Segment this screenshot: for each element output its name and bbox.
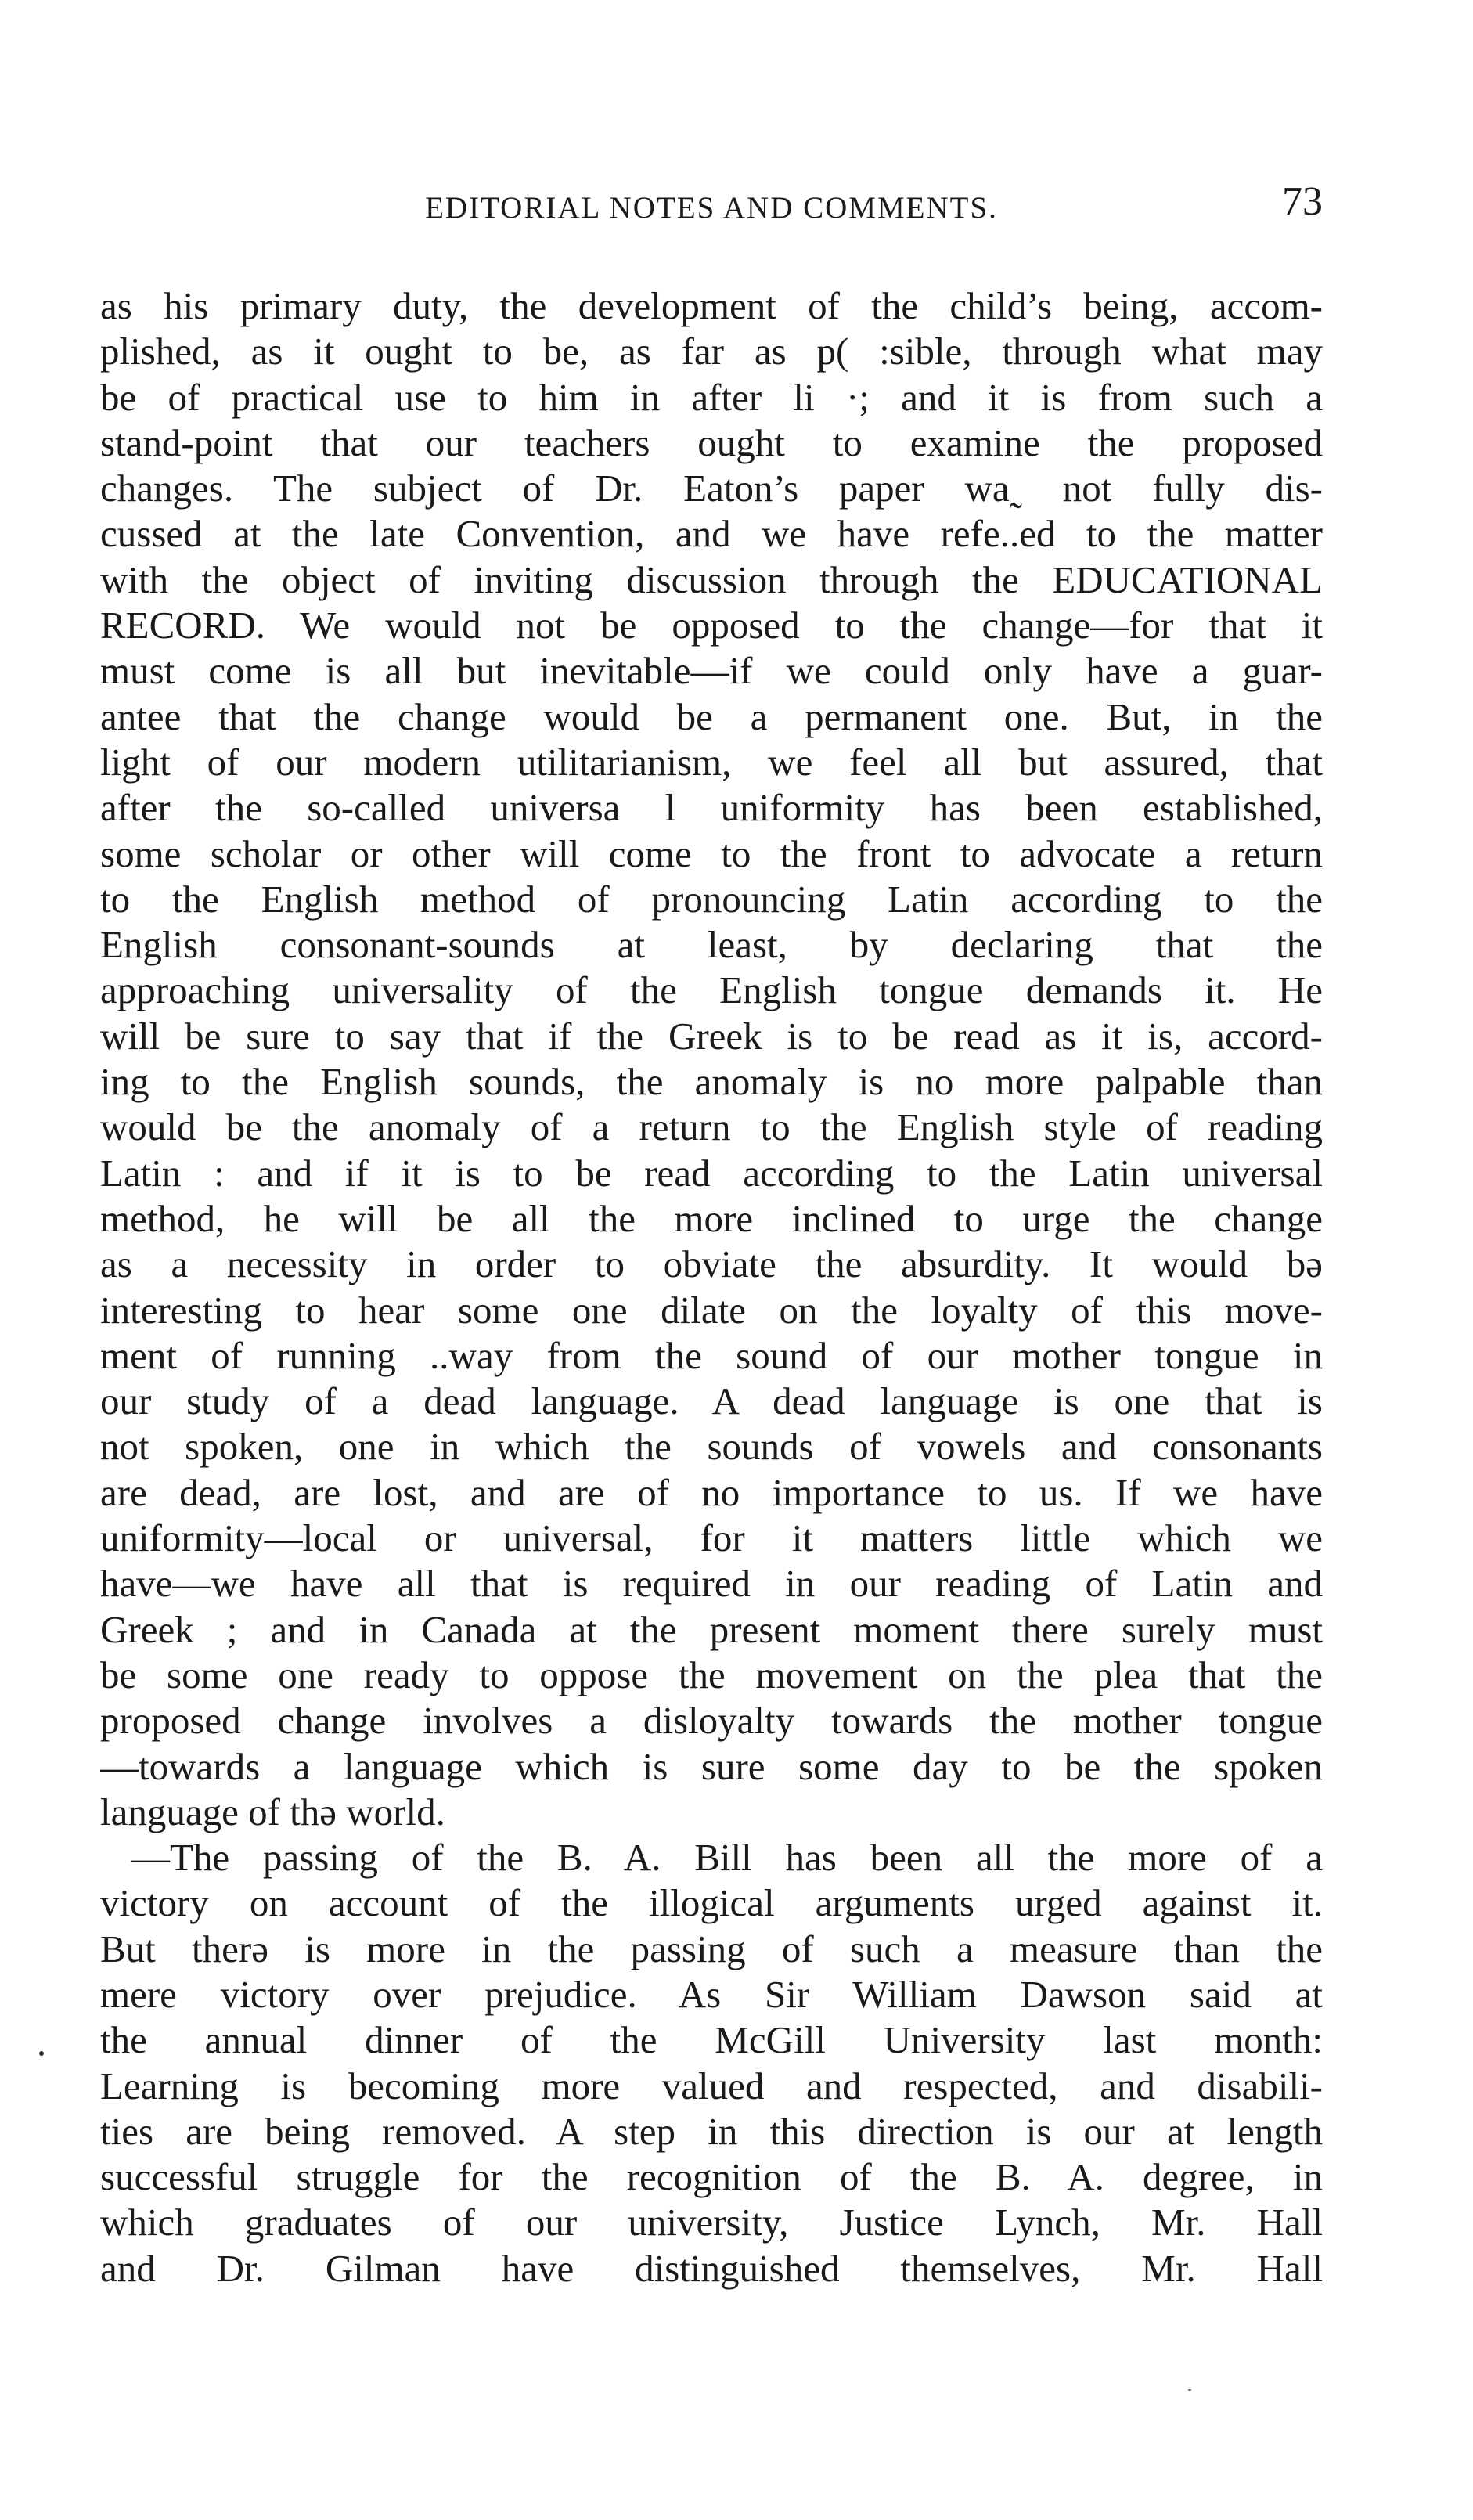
text-line: the annual dinner of the McGill University last month: [100,2018,1323,2062]
text-line: successful struggle for the recognition of the B. A. degree, in [100,2155,1323,2199]
text-line: interesting to hear some one dilate on the loyalty of this move- [100,1288,1323,1332]
running-header [100,179,1323,232]
text-line: as his primary duty, the development of the child’s being, accom- [100,284,1323,327]
running-title: EDITORIAL NOTES AND COMMENTS. [425,191,998,225]
paragraph-end-line: language of thə world. [100,1790,445,1833]
paragraph-start-line: —The passing of the B. A. Bill has been all the more of a [131,1836,1323,1880]
text-line: ment of running ..way from the sound of our mother tongue in [100,1333,1323,1377]
text-line: RECORD. We would not be opposed to the change—for that it [100,604,1323,647]
text-line: ties are being removed. A step in this direction is our at length [100,2109,1323,2153]
ink-speck [1188,2389,1191,2391]
text-line: approaching universality of the English tongue demands it. He [100,968,1323,1012]
text-line: have—we have all that is required in our reading of Latin and [100,1562,1323,1606]
text-line: light of our modern utilitarianism, we feel all but assured, that [100,740,1323,784]
text-line: would be the anomaly of a return to the English style of reading [100,1105,1323,1149]
text-line: and Dr. Gilman have distinguished themselves, Mr. Hall [100,2246,1323,2290]
text-line: which graduates of our university, Justice Lynch, Mr. Hall [100,2201,1323,2244]
text-line: uniformity—local or universal, for it matters little which we [100,1516,1323,1560]
text-line: to the English method of pronouncing Latin according to the [100,877,1323,921]
text-line: must come is all but inevitable—if we could only have a guar- [100,649,1323,693]
text-line: But therə is more in the passing of such a measure than the [100,1927,1323,1970]
text-line: are dead, are lost, and are of no importance to us. If we have [100,1470,1323,1514]
text-line: changes. The subject of Dr. Eaton’s paper wa˷ not fully dis- [100,467,1323,510]
margin-dot [39,2051,44,2056]
text-line: will be sure to say that if the Greek is to be read as it is, accord- [100,1014,1323,1058]
text-line: our study of a dead language. A dead language is one that is [100,1379,1323,1423]
text-line: not spoken, one in which the sounds of vowels and consonants [100,1425,1323,1469]
text-line: proposed change involves a disloyalty towards the mother tongue [100,1699,1323,1743]
text-line: victory on account of the illogical arguments urged against it. [100,1881,1323,1925]
text-line: mere victory over prejudice. As Sir William Dawson said at [100,1972,1323,2016]
text-line: with the object of inviting discussion through the EDUCATIONAL [100,557,1323,601]
text-line: cussed at the late Convention, and we have refe..ed to the matter [100,512,1323,556]
page-number: 73 [1282,179,1323,224]
text-line: Greek ; and in Canada at the present moment there surely must [100,1607,1323,1651]
text-line: after the so-called universa l uniformity has been established, [100,786,1323,830]
text-line: antee that the change would be a permanent one. But, in the [100,694,1323,738]
text-line: —towards a language which is sure some day to be the spoken [100,1744,1323,1788]
text-line: Latin : and if it is to be read according to the Latin universal [100,1151,1323,1195]
text-line: be some one ready to oppose the movement on the plea that the [100,1653,1323,1696]
text-line: plished, as it ought to be, as far as p( :sible, through what may [100,330,1323,373]
text-line: be of practical use to him in after li ·; and it is from such a [100,375,1323,419]
body-text [100,283,1323,2291]
text-line: ing to the English sounds, the anomaly is no more palpable than [100,1060,1323,1104]
text-line: stand-point that our teachers ought to examine the proposed [100,420,1323,464]
text-line: method, he will be all the more inclined to urge the change [100,1196,1323,1240]
text-line: English consonant-sounds at least, by declaring that the [100,923,1323,967]
text-line: as a necessity in order to obviate the absurdity. It would bə [100,1242,1323,1286]
text-line: Learning is becoming more valued and respected, and disabili- [100,2064,1323,2107]
text-line: some scholar or other will come to the front to advocate a return [100,831,1323,875]
